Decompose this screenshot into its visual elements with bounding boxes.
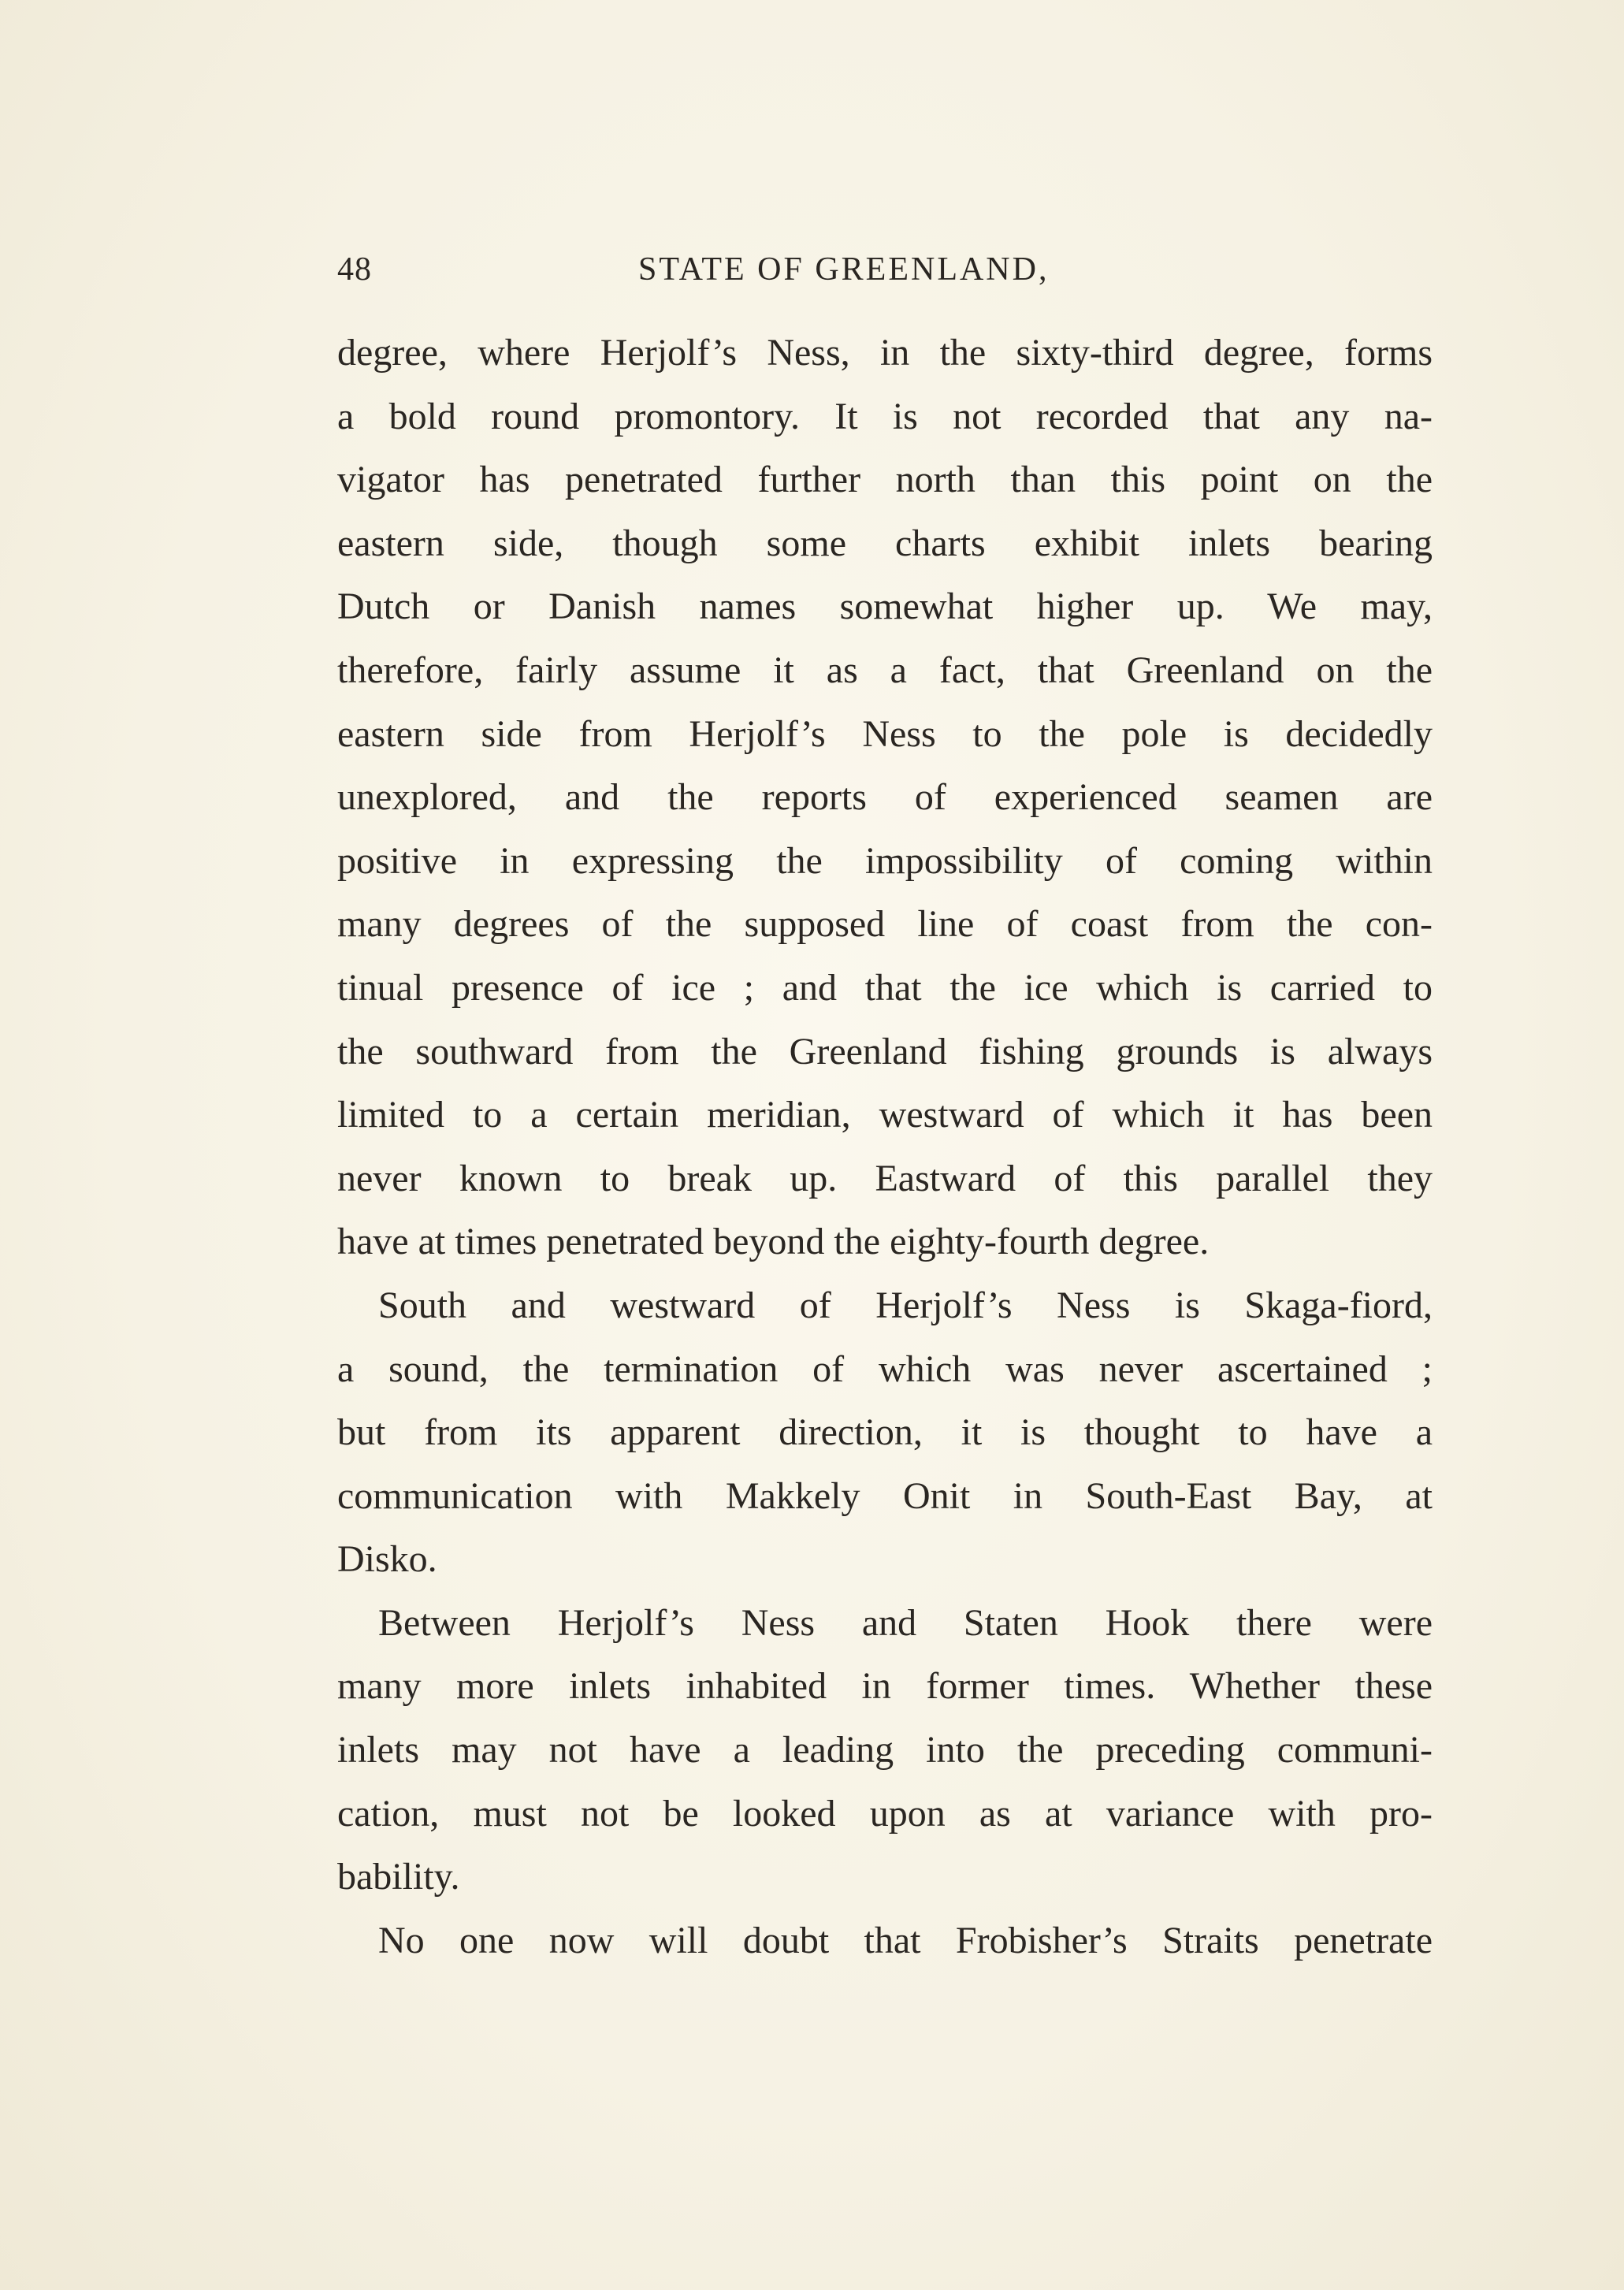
text-line: South and westward of Herjolf’s Ness is Skaga-fiord, bbox=[378, 1284, 1433, 1326]
text-line: but from its apparent direction, it is thought to have a bbox=[337, 1411, 1433, 1454]
body-text bbox=[337, 322, 1433, 1972]
text-line: have at times penetrated beyond the eighty-fourth degree. bbox=[337, 1221, 1210, 1263]
text-line: vigator has penetrated further north than this point on the bbox=[337, 459, 1433, 501]
text-line: unexplored, and the reports of experienced seamen are bbox=[337, 776, 1433, 819]
text-line: eastern side, though some charts exhibit inlets bearing bbox=[337, 522, 1433, 564]
text-line: communication with Makkely Onit in South-East Bay, at bbox=[337, 1474, 1433, 1517]
text-line: positive in expressing the impossibility of coming within bbox=[337, 839, 1433, 882]
text-line: inlets may not have a leading into the preceding communi- bbox=[337, 1729, 1433, 1771]
text-line: bability. bbox=[337, 1856, 460, 1898]
text-line: a sound, the termination of which was never ascertained ; bbox=[337, 1348, 1433, 1390]
text-line: No one now will doubt that Frobisher’s Straits penetrate bbox=[378, 1919, 1433, 1961]
text-line: therefore, fairly assume it as a fact, that Greenland on the bbox=[337, 649, 1433, 691]
text-line: the southward from the Greenland fishing grounds is always bbox=[337, 1030, 1433, 1073]
running-head bbox=[337, 251, 1433, 298]
text-line: eastern side from Herjolf’s Ness to the pole is decidedly bbox=[337, 712, 1433, 755]
text-line: Between Herjolf’s Ness and Staten Hook there were bbox=[378, 1601, 1433, 1644]
running-title: STATE OF GREENLAND, bbox=[638, 251, 1050, 288]
page-number: 48 bbox=[337, 251, 372, 288]
text-line: Disko. bbox=[337, 1538, 437, 1581]
text-line: many degrees of the supposed line of coast from the con- bbox=[337, 903, 1433, 946]
text-line: a bold round promontory. It is not recorded that any na- bbox=[337, 395, 1433, 437]
text-line: tinual presence of ice ; and that the ice which is carried to bbox=[337, 966, 1433, 1009]
text-line: cation, must not be looked upon as at variance with pro- bbox=[337, 1792, 1433, 1835]
text-line: degree, where Herjolf’s Ness, in the sixty-third degree, forms bbox=[337, 332, 1433, 374]
text-line: Dutch or Danish names somewhat higher up. We may, bbox=[337, 586, 1433, 628]
text-line: limited to a certain meridian, westward of which it has been bbox=[337, 1094, 1433, 1136]
text-line: never known to break up. Eastward of this parallel they bbox=[337, 1157, 1433, 1199]
text-line: many more inlets inhabited in former times. Whether these bbox=[337, 1665, 1433, 1708]
